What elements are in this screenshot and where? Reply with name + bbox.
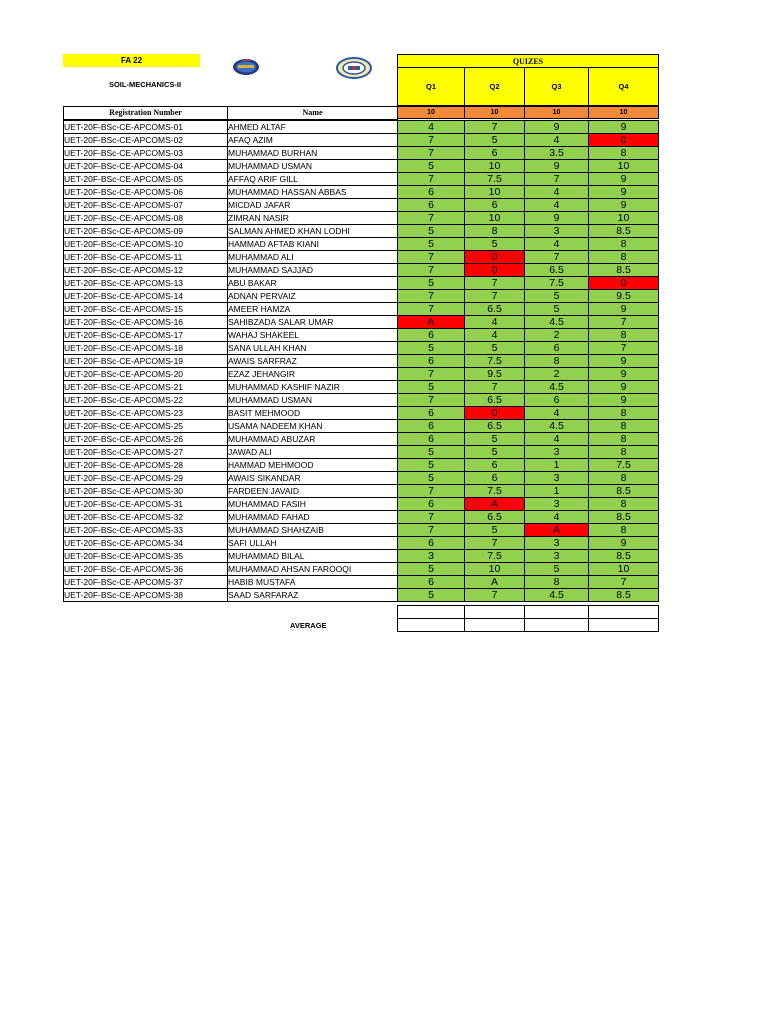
grades-table: [63, 120, 659, 602]
table-row: [64, 303, 659, 316]
score-cell-q3: 3: [525, 550, 589, 563]
score-cell-q4: 8: [589, 329, 659, 342]
score-cell-q1: 7: [398, 212, 465, 225]
registration-number-cell: UET-20F-BSc-CE-APCOMS-11: [64, 251, 228, 264]
score-cell-q3: 1: [525, 459, 589, 472]
score-cell-q1: 7: [398, 147, 465, 160]
average-label: AVERAGE: [290, 621, 327, 630]
registration-number-cell: UET-20F-BSc-CE-APCOMS-23: [64, 407, 228, 420]
score-cell-q2: 7: [465, 381, 525, 394]
student-name-cell: HAMMAD MEHMOOD: [228, 459, 398, 472]
score-cell-q1: 6: [398, 433, 465, 446]
college-emblem-icon: [336, 57, 372, 79]
score-cell-q2: 7: [465, 121, 525, 134]
table-row: [64, 420, 659, 433]
score-cell-q2: 10: [465, 186, 525, 199]
registration-number-cell: UET-20F-BSc-CE-APCOMS-07: [64, 199, 228, 212]
score-cell-q4: 9: [589, 381, 659, 394]
course-title: SOIL-MECHANICS-II: [108, 80, 182, 89]
score-cell-q4: 8.5: [589, 589, 659, 602]
score-cell-q3: 3: [525, 225, 589, 238]
score-cell-q3: 6: [525, 394, 589, 407]
table-row: [64, 251, 659, 264]
max-marks-q4: 10: [588, 106, 659, 119]
score-cell-q1: 6: [398, 576, 465, 589]
table-row: [64, 563, 659, 576]
score-cell-q3: 3.5: [525, 147, 589, 160]
score-cell-q3: 4.5: [525, 316, 589, 329]
student-name-cell: ZIMRAN NASIR: [228, 212, 398, 225]
score-cell-q1: 5: [398, 225, 465, 238]
student-name-cell: AFFAQ ARIF GILL: [228, 173, 398, 186]
score-cell-q3: 3: [525, 537, 589, 550]
score-cell-q3: 1: [525, 485, 589, 498]
student-name-cell: AWAIS SIKANDAR: [228, 472, 398, 485]
score-cell-q1: 5: [398, 342, 465, 355]
table-row: [64, 329, 659, 342]
registration-number-cell: UET-20F-BSc-CE-APCOMS-34: [64, 537, 228, 550]
score-cell-q4: 7: [589, 342, 659, 355]
score-cell-q4: 7: [589, 316, 659, 329]
score-cell-q1: 6: [398, 420, 465, 433]
table-row: [64, 173, 659, 186]
score-cell-q4: 8: [589, 238, 659, 251]
student-name-cell: MUHAMMAD BURHAN: [228, 147, 398, 160]
score-cell-q3: 4.5: [525, 420, 589, 433]
score-cell-q4: 10: [589, 563, 659, 576]
table-row: [64, 264, 659, 277]
student-name-cell: MUHAMMAD SHAHZAIB: [228, 524, 398, 537]
score-cell-q4: 8: [589, 498, 659, 511]
score-cell-q4: 8: [589, 420, 659, 433]
table-row: [64, 576, 659, 589]
score-cell-q1: 5: [398, 446, 465, 459]
score-cell-q3: 8: [525, 576, 589, 589]
score-cell-q2: 5: [465, 342, 525, 355]
score-cell-q2: 10: [465, 160, 525, 173]
university-crest-icon: [232, 58, 260, 76]
score-cell-q1: 6: [398, 355, 465, 368]
score-cell-q4: 9: [589, 537, 659, 550]
student-name-cell: MUHAMMAD BILAL: [228, 550, 398, 563]
score-cell-q4: 10: [589, 160, 659, 173]
table-row: [64, 537, 659, 550]
score-cell-q3: A: [525, 524, 589, 537]
registration-number-cell: UET-20F-BSc-CE-APCOMS-19: [64, 355, 228, 368]
score-cell-q4: 8: [589, 433, 659, 446]
student-name-cell: MUHAMMAD KASHIF NAZIR: [228, 381, 398, 394]
score-cell-q2: 6: [465, 199, 525, 212]
score-cell-q1: 7: [398, 485, 465, 498]
score-cell-q1: 7: [398, 511, 465, 524]
score-cell-q1: 7: [398, 303, 465, 316]
registration-number-cell: UET-20F-BSc-CE-APCOMS-08: [64, 212, 228, 225]
score-cell-q2: A: [465, 576, 525, 589]
score-cell-q2: 5: [465, 433, 525, 446]
registration-number-cell: UET-20F-BSc-CE-APCOMS-20: [64, 368, 228, 381]
score-cell-q1: A: [398, 316, 465, 329]
score-cell-q2: 7: [465, 290, 525, 303]
score-cell-q3: 9: [525, 160, 589, 173]
score-cell-q4: 0: [589, 277, 659, 290]
table-row: [64, 290, 659, 303]
score-cell-q4: 7.5: [589, 459, 659, 472]
registration-number-cell: UET-20F-BSc-CE-APCOMS-10: [64, 238, 228, 251]
student-name-cell: MUHAMMAD FASIH: [228, 498, 398, 511]
score-cell-q4: 9: [589, 186, 659, 199]
score-cell-q4: 8: [589, 251, 659, 264]
registration-number-cell: UET-20F-BSc-CE-APCOMS-01: [64, 121, 228, 134]
score-cell-q3: 5: [525, 563, 589, 576]
name-header: Name: [227, 106, 398, 120]
score-cell-q3: 4: [525, 407, 589, 420]
registration-number-cell: UET-20F-BSc-CE-APCOMS-28: [64, 459, 228, 472]
score-cell-q1: 5: [398, 563, 465, 576]
score-cell-q3: 4: [525, 433, 589, 446]
score-cell-q2: 7: [465, 589, 525, 602]
table-row: [64, 199, 659, 212]
score-cell-q4: 9: [589, 121, 659, 134]
max-marks-q1: 10: [397, 106, 465, 119]
score-cell-q2: 4: [465, 316, 525, 329]
score-cell-q2: 7.5: [465, 173, 525, 186]
registration-number-cell: UET-20F-BSc-CE-APCOMS-26: [64, 433, 228, 446]
max-marks-q2: 10: [464, 106, 525, 119]
average-value-q2: [465, 619, 525, 632]
score-cell-q4: 9: [589, 173, 659, 186]
table-row: [64, 407, 659, 420]
table-row: [64, 225, 659, 238]
score-cell-q3: 9: [525, 212, 589, 225]
student-name-cell: SAHIBZADA SALAR UMAR: [228, 316, 398, 329]
average-value-q3: [525, 619, 589, 632]
score-cell-q2: 6.5: [465, 420, 525, 433]
registration-number-cell: UET-20F-BSc-CE-APCOMS-14: [64, 290, 228, 303]
table-row: [64, 368, 659, 381]
average-cell-q4: [589, 606, 659, 619]
student-name-cell: MICDAD JAFAR: [228, 199, 398, 212]
score-cell-q2: 7.5: [465, 550, 525, 563]
student-name-cell: EZAZ JEHANGIR: [228, 368, 398, 381]
score-cell-q4: 8: [589, 446, 659, 459]
quizzes-header: QUIZES: [397, 54, 659, 68]
score-cell-q3: 3: [525, 498, 589, 511]
registration-number-cell: UET-20F-BSc-CE-APCOMS-25: [64, 420, 228, 433]
average-cell-q1: [398, 606, 465, 619]
table-row: [64, 186, 659, 199]
registration-number-cell: UET-20F-BSc-CE-APCOMS-15: [64, 303, 228, 316]
score-cell-q1: 6: [398, 186, 465, 199]
score-cell-q3: 4.5: [525, 589, 589, 602]
student-name-cell: MUHAMMAD USMAN: [228, 160, 398, 173]
score-cell-q3: 7: [525, 173, 589, 186]
table-row: [64, 472, 659, 485]
registration-number-cell: UET-20F-BSc-CE-APCOMS-35: [64, 550, 228, 563]
table-row: [64, 342, 659, 355]
student-name-cell: MUHAMMAD SAJJAD: [228, 264, 398, 277]
score-cell-q1: 6: [398, 537, 465, 550]
table-row: [64, 459, 659, 472]
student-name-cell: WAHAJ SHAKEEL: [228, 329, 398, 342]
student-name-cell: SAAD SARFARAZ: [228, 589, 398, 602]
score-cell-q1: 7: [398, 524, 465, 537]
registration-number-cell: UET-20F-BSc-CE-APCOMS-05: [64, 173, 228, 186]
registration-number-cell: UET-20F-BSc-CE-APCOMS-21: [64, 381, 228, 394]
registration-number-cell: UET-20F-BSc-CE-APCOMS-32: [64, 511, 228, 524]
student-name-cell: HAMMAD AFTAB KIANI: [228, 238, 398, 251]
score-cell-q1: 7: [398, 173, 465, 186]
score-cell-q4: 9: [589, 199, 659, 212]
score-cell-q1: 5: [398, 160, 465, 173]
quiz-header-q4: Q4: [588, 67, 659, 106]
score-cell-q1: 6: [398, 498, 465, 511]
quiz-header-q2: Q2: [464, 67, 525, 106]
table-row: [64, 212, 659, 225]
score-cell-q1: 5: [398, 277, 465, 290]
score-cell-q2: 0: [465, 407, 525, 420]
score-cell-q4: 8.5: [589, 511, 659, 524]
score-cell-q3: 6: [525, 342, 589, 355]
table-row: [64, 121, 659, 134]
score-cell-q1: 5: [398, 459, 465, 472]
score-cell-q2: 6.5: [465, 303, 525, 316]
average-row: [398, 619, 659, 632]
score-cell-q4: 9: [589, 303, 659, 316]
table-row: [64, 381, 659, 394]
score-cell-q3: 6.5: [525, 264, 589, 277]
score-cell-q4: 0: [589, 134, 659, 147]
score-cell-q4: 8: [589, 472, 659, 485]
student-name-cell: AMEER HAMZA: [228, 303, 398, 316]
score-cell-q2: 7: [465, 277, 525, 290]
score-cell-q4: 9.5: [589, 290, 659, 303]
score-cell-q2: 5: [465, 238, 525, 251]
student-name-cell: SANA ULLAH KHAN: [228, 342, 398, 355]
score-cell-q2: 7.5: [465, 355, 525, 368]
student-name-cell: MUHAMMAD AHSAN FAROOQI: [228, 563, 398, 576]
table-row: [64, 511, 659, 524]
score-cell-q2: 5: [465, 446, 525, 459]
score-cell-q2: 10: [465, 563, 525, 576]
score-cell-q2: 8: [465, 225, 525, 238]
score-cell-q3: 4: [525, 238, 589, 251]
table-row: [64, 589, 659, 602]
quiz-header-q1: Q1: [397, 67, 465, 106]
score-cell-q3: 4: [525, 511, 589, 524]
student-name-cell: MUHAMMAD USMAN: [228, 394, 398, 407]
student-name-cell: SAFI ULLAH: [228, 537, 398, 550]
score-cell-q1: 5: [398, 238, 465, 251]
table-row: [64, 446, 659, 459]
registration-number-cell: UET-20F-BSc-CE-APCOMS-29: [64, 472, 228, 485]
semester-label: FA 22: [63, 54, 200, 67]
student-name-cell: ADNAN PERVAIZ: [228, 290, 398, 303]
table-row: [64, 485, 659, 498]
score-cell-q1: 6: [398, 407, 465, 420]
score-cell-q1: 6: [398, 199, 465, 212]
score-cell-q2: 10: [465, 212, 525, 225]
score-cell-q3: 9: [525, 121, 589, 134]
score-cell-q4: 10: [589, 212, 659, 225]
registration-number-cell: UET-20F-BSc-CE-APCOMS-18: [64, 342, 228, 355]
score-cell-q1: 3: [398, 550, 465, 563]
score-cell-q1: 7: [398, 134, 465, 147]
registration-number-cell: UET-20F-BSc-CE-APCOMS-33: [64, 524, 228, 537]
registration-number-cell: UET-20F-BSc-CE-APCOMS-27: [64, 446, 228, 459]
table-row: [64, 355, 659, 368]
table-row: [64, 238, 659, 251]
quiz-header-q3: Q3: [524, 67, 589, 106]
score-cell-q1: 7: [398, 290, 465, 303]
score-cell-q2: 6.5: [465, 394, 525, 407]
registration-number-cell: UET-20F-BSc-CE-APCOMS-02: [64, 134, 228, 147]
score-cell-q2: 6: [465, 459, 525, 472]
score-cell-q4: 8: [589, 524, 659, 537]
score-cell-q1: 5: [398, 381, 465, 394]
score-cell-q2: 4: [465, 329, 525, 342]
student-name-cell: AHMED ALTAF: [228, 121, 398, 134]
score-cell-q4: 8.5: [589, 485, 659, 498]
score-cell-q4: 8.5: [589, 225, 659, 238]
score-cell-q1: 7: [398, 264, 465, 277]
registration-number-cell: UET-20F-BSc-CE-APCOMS-13: [64, 277, 228, 290]
registration-number-cell: UET-20F-BSc-CE-APCOMS-31: [64, 498, 228, 511]
table-row: [64, 524, 659, 537]
score-cell-q1: 6: [398, 329, 465, 342]
score-cell-q4: 9: [589, 394, 659, 407]
table-row: [64, 433, 659, 446]
score-cell-q1: 5: [398, 472, 465, 485]
score-cell-q3: 5: [525, 290, 589, 303]
registration-number-cell: UET-20F-BSc-CE-APCOMS-37: [64, 576, 228, 589]
table-row: [64, 316, 659, 329]
score-cell-q4: 8.5: [589, 264, 659, 277]
average-table: [397, 605, 659, 632]
score-cell-q4: 8: [589, 147, 659, 160]
registration-number-cell: UET-20F-BSc-CE-APCOMS-04: [64, 160, 228, 173]
registration-number-cell: UET-20F-BSc-CE-APCOMS-16: [64, 316, 228, 329]
registration-number-cell: UET-20F-BSc-CE-APCOMS-12: [64, 264, 228, 277]
score-cell-q4: 7: [589, 576, 659, 589]
score-cell-q3: 3: [525, 472, 589, 485]
average-value-q1: [398, 619, 465, 632]
table-row: [64, 134, 659, 147]
average-cell-q3: [525, 606, 589, 619]
average-value-q4: [589, 619, 659, 632]
score-cell-q3: 7.5: [525, 277, 589, 290]
score-cell-q2: 5: [465, 134, 525, 147]
average-cell-q2: [465, 606, 525, 619]
student-name-cell: HABIB MUSTAFA: [228, 576, 398, 589]
score-cell-q2: 6: [465, 472, 525, 485]
student-name-cell: AFAQ AZIM: [228, 134, 398, 147]
score-cell-q3: 8: [525, 355, 589, 368]
score-cell-q2: 6.5: [465, 511, 525, 524]
score-cell-q3: 3: [525, 446, 589, 459]
score-cell-q2: 9.5: [465, 368, 525, 381]
score-cell-q3: 4: [525, 134, 589, 147]
score-cell-q3: 4.5: [525, 381, 589, 394]
table-row: [64, 550, 659, 563]
score-cell-q1: 7: [398, 394, 465, 407]
student-name-cell: MUHAMMAD FAHAD: [228, 511, 398, 524]
score-cell-q4: 8.5: [589, 550, 659, 563]
score-cell-q1: 4: [398, 121, 465, 134]
score-cell-q2: 0: [465, 264, 525, 277]
score-cell-q3: 4: [525, 186, 589, 199]
score-cell-q3: 2: [525, 368, 589, 381]
table-row: [64, 147, 659, 160]
max-marks-q3: 10: [524, 106, 589, 119]
registration-number-cell: UET-20F-BSc-CE-APCOMS-03: [64, 147, 228, 160]
score-cell-q2: 5: [465, 524, 525, 537]
student-name-cell: AWAIS SARFRAZ: [228, 355, 398, 368]
student-name-cell: ABU BAKAR: [228, 277, 398, 290]
registration-number-cell: UET-20F-BSc-CE-APCOMS-17: [64, 329, 228, 342]
registration-number-header: Registration Number: [63, 106, 228, 120]
score-cell-q4: 8: [589, 407, 659, 420]
score-cell-q4: 9: [589, 355, 659, 368]
score-cell-q3: 4: [525, 199, 589, 212]
student-name-cell: BASIT MEHMOOD: [228, 407, 398, 420]
student-name-cell: MUHAMMAD ALI: [228, 251, 398, 264]
score-cell-q1: 7: [398, 368, 465, 381]
grades-table-body: [64, 121, 659, 602]
table-row: [64, 160, 659, 173]
score-cell-q3: 7: [525, 251, 589, 264]
registration-number-cell: UET-20F-BSc-CE-APCOMS-09: [64, 225, 228, 238]
student-name-cell: MUHAMMAD HASSAN ABBAS: [228, 186, 398, 199]
average-row-blank: [398, 606, 659, 619]
score-cell-q2: 7.5: [465, 485, 525, 498]
score-cell-q1: 5: [398, 589, 465, 602]
student-name-cell: FARDEEN JAVAID: [228, 485, 398, 498]
score-cell-q1: 7: [398, 251, 465, 264]
table-row: [64, 498, 659, 511]
student-name-cell: SALMAN AHMED KHAN LODHI: [228, 225, 398, 238]
student-name-cell: JAWAD ALI: [228, 446, 398, 459]
score-cell-q4: 9: [589, 368, 659, 381]
registration-number-cell: UET-20F-BSc-CE-APCOMS-06: [64, 186, 228, 199]
table-row: [64, 277, 659, 290]
registration-number-cell: UET-20F-BSc-CE-APCOMS-36: [64, 563, 228, 576]
score-cell-q3: 5: [525, 303, 589, 316]
registration-number-cell: UET-20F-BSc-CE-APCOMS-38: [64, 589, 228, 602]
registration-number-cell: UET-20F-BSc-CE-APCOMS-30: [64, 485, 228, 498]
score-cell-q2: 7: [465, 537, 525, 550]
registration-number-cell: UET-20F-BSc-CE-APCOMS-22: [64, 394, 228, 407]
score-cell-q2: 6: [465, 147, 525, 160]
score-cell-q2: A: [465, 498, 525, 511]
score-cell-q3: 2: [525, 329, 589, 342]
student-name-cell: USAMA NADEEM KHAN: [228, 420, 398, 433]
student-name-cell: MUHAMMAD ABUZAR: [228, 433, 398, 446]
table-row: [64, 394, 659, 407]
score-cell-q2: 0: [465, 251, 525, 264]
